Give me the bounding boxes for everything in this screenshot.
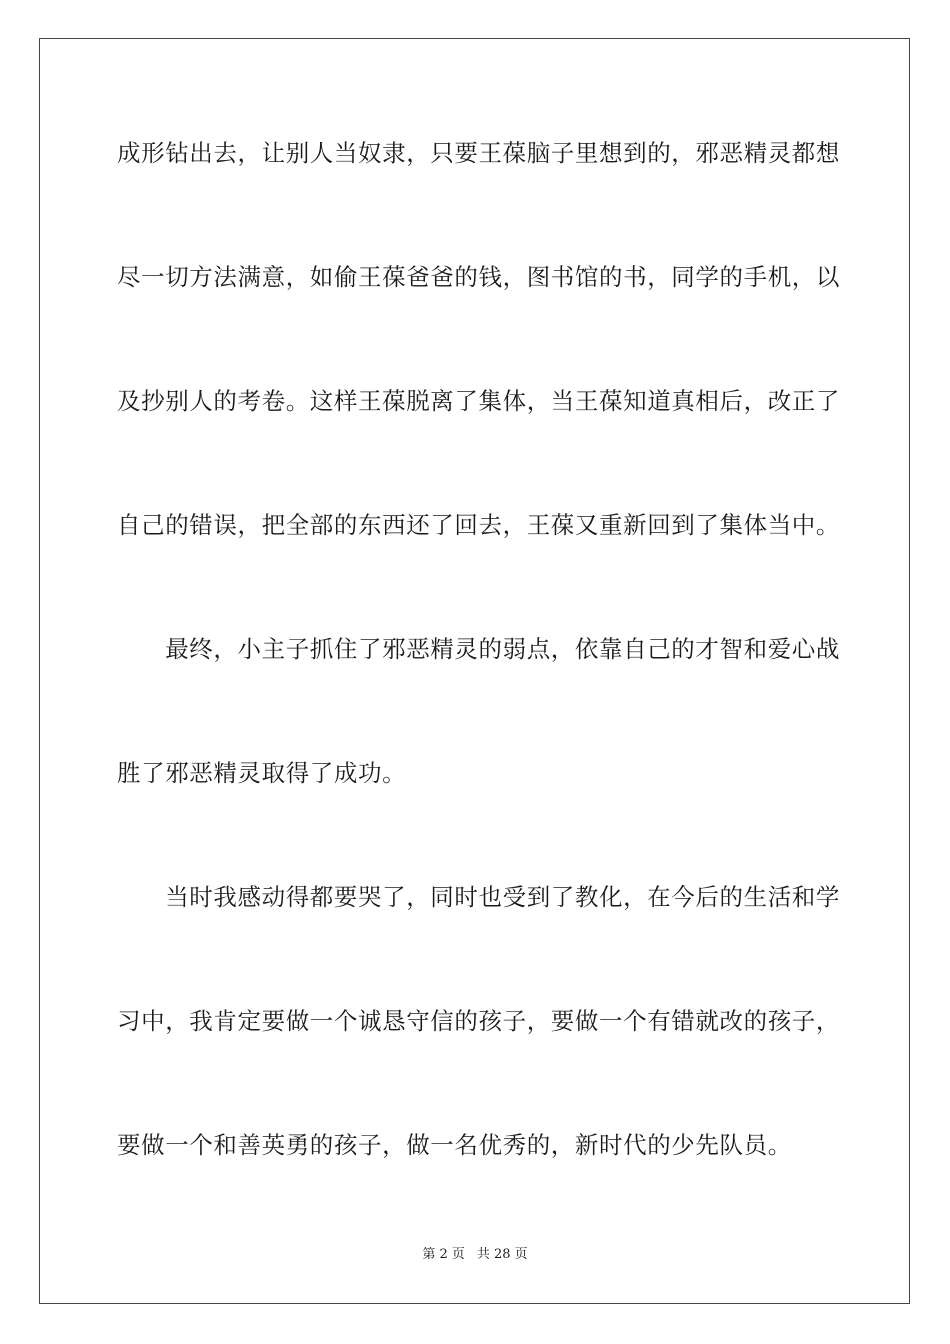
- body-text-line: 及抄别人的考卷。这样王葆脱离了集体，当王葆知道真相后，改正了: [117, 387, 840, 415]
- page-number: 第 2 页: [422, 1247, 465, 1262]
- body-text-line: 胜了邪恶精灵取得了成功。: [117, 759, 407, 787]
- body-text-line: 尽一切方法满意，如偷王葆爸爸的钱，图书馆的书，同学的手机，以: [117, 263, 840, 291]
- page-footer: [0, 1246, 950, 1264]
- paragraph-start-line: 当时我感动得都要哭了，同时也受到了教化，在今后的生活和学: [117, 883, 840, 911]
- body-text-line: 要做一个和善英勇的孩子，做一名优秀的，新时代的少先队员。: [117, 1131, 792, 1159]
- body-text-line: 成形钻出去，让别人当奴隶，只要王葆脑子里想到的，邪恶精灵都想: [117, 139, 840, 167]
- page-border: [39, 38, 910, 1304]
- paragraph-start-line: 最终，小主子抓住了邪恶精灵的弱点，依靠自己的才智和爱心战: [117, 635, 840, 663]
- total-pages: 共 28 页: [476, 1247, 528, 1262]
- body-text-line: 习中，我肯定要做一个诚恳守信的孩子，要做一个有错就改的孩子，: [117, 1007, 840, 1035]
- body-text-line: 自己的错误，把全部的东西还了回去，王葆又重新回到了集体当中。: [117, 511, 840, 539]
